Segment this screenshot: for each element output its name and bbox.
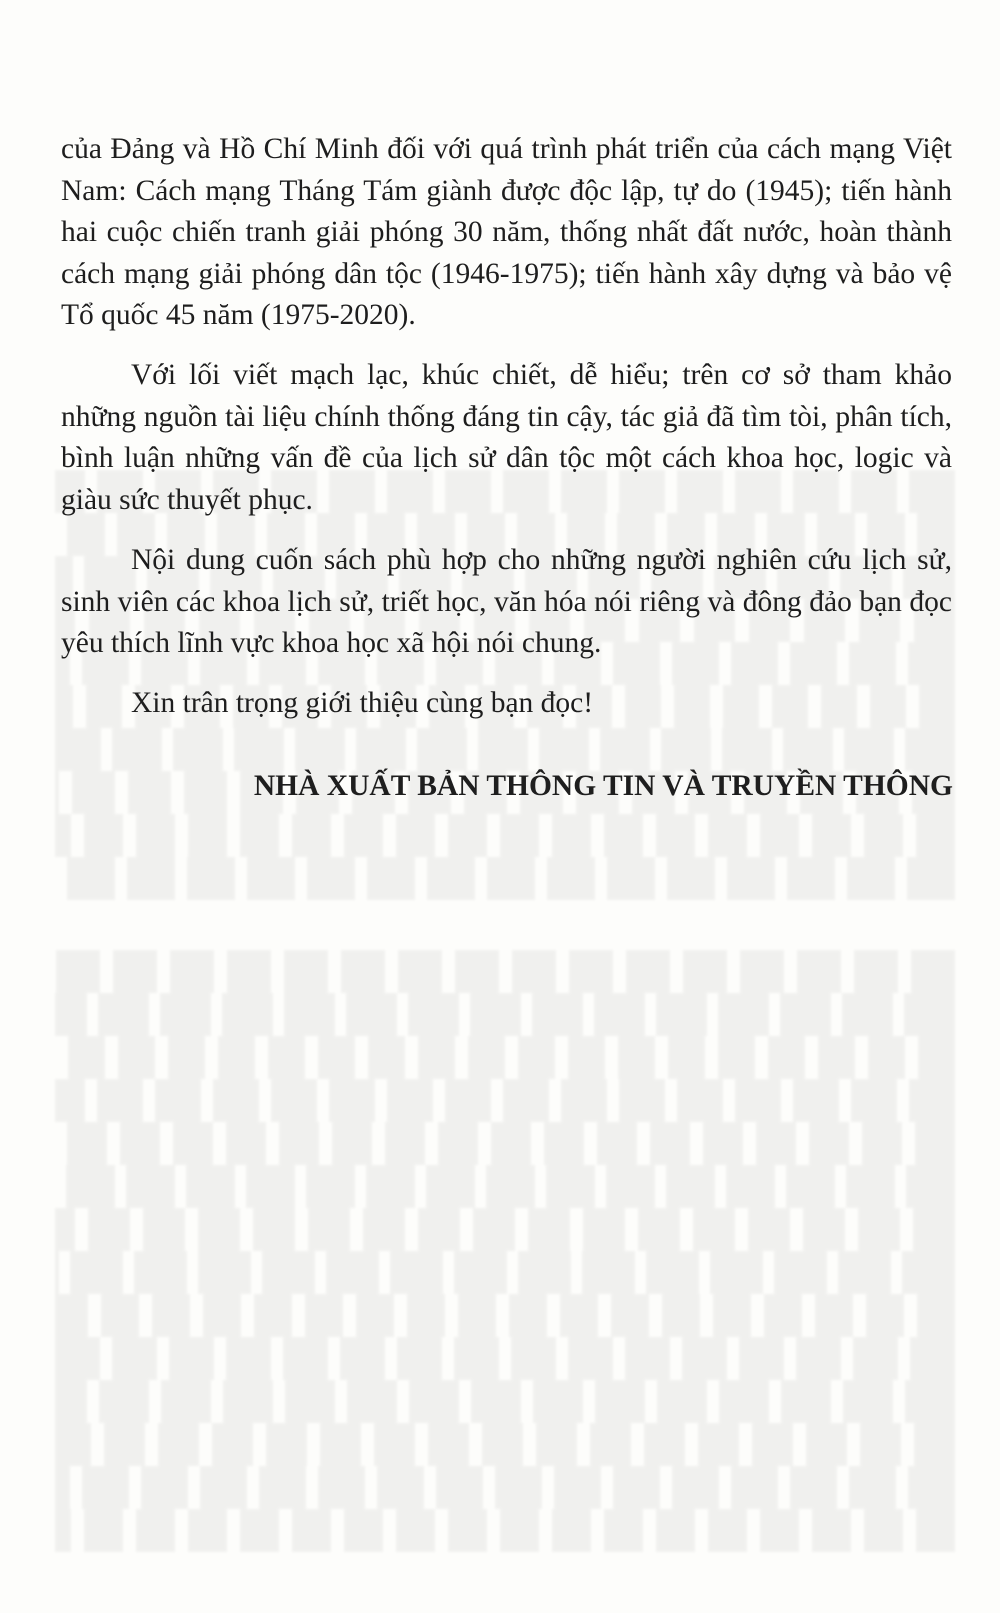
body-paragraph-3 bbox=[61, 540, 952, 665]
publisher-signature: NHÀ XUẤT BẢN THÔNG TIN VÀ TRUYỀN THÔNG bbox=[253, 770, 953, 802]
reverse-side-show-through-lower bbox=[55, 950, 955, 1552]
paragraph-text: Nội dung cuốn sách phù hợp cho những người nghiên cứu lịch sử, sinh viên các khoa lịch sử, triết học, văn hóa nói riêng và đông đảo bạn đọc yêu thích lĩnh vực khoa học xã hội nói chung. bbox=[61, 544, 952, 659]
body-paragraph-2 bbox=[61, 355, 952, 521]
paragraph-text: của Đảng và Hồ Chí Minh đối với quá trình phát triển của cách mạng Việt Nam: Cách mạng Tháng Tám giành được độc lập, tự do (1945); tiến hành hai cuộc chiến tranh giải phóng 30 năm, thống nhất đất nước, hoàn thành cách mạng giải phóng dân tộc (1946-1975); tiến hành xây dựng và bảo vệ Tổ quốc 45 năm (1975-2020). bbox=[61, 133, 952, 331]
paragraph-text: Xin trân trọng giới thiệu cùng bạn đọc! bbox=[131, 687, 594, 719]
paragraph-text: Với lối viết mạch lạc, khúc chiết, dễ hiểu; trên cơ sở tham khảo những nguồn tài liệu chính thống đáng tin cậy, tác giả đã tìm tòi, phân tích, bình luận những vấn đề của lịch sử dân tộc một cách khoa học, logic và giàu sức thuyết phục. bbox=[61, 359, 952, 516]
body-paragraph-1 bbox=[61, 129, 952, 337]
closing-line bbox=[61, 683, 952, 725]
